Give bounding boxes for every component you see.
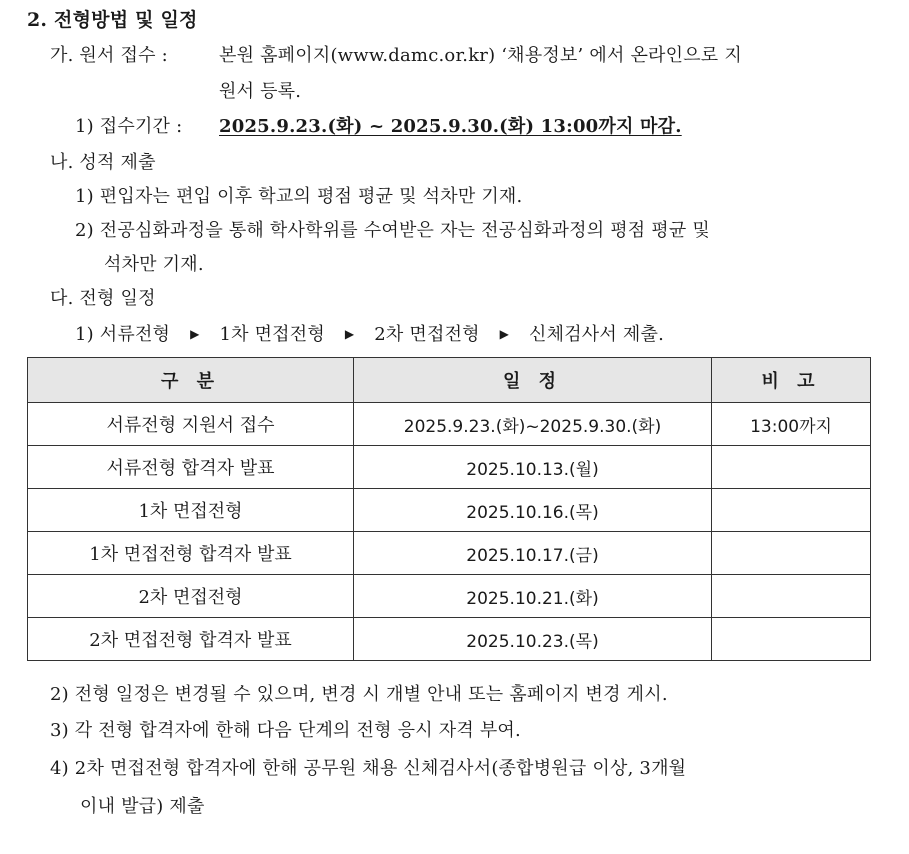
- row-date: 2025.10.13.(월): [354, 446, 712, 489]
- row-category: 서류전형 지원서 접수: [28, 403, 354, 446]
- table-row: [28, 575, 871, 618]
- row-category: 1차 면접전형 합격자 발표: [28, 532, 354, 575]
- flow-prefix: 1): [75, 324, 94, 345]
- row-category: 2차 면접전형 합격자 발표: [28, 618, 354, 661]
- period-value: 2025.9.23.(화) ~ 2025.9.30.(화) 13:00까지 마감.: [219, 116, 682, 137]
- row-note: [712, 618, 871, 661]
- note-4-line1: 4) 2차 면접전형 합격자에 한해 공무원 채용 신체검사서(종합병원급 이상, 3개월: [50, 758, 687, 779]
- da-label: 다. 전형 일정: [50, 288, 156, 309]
- na-item1: 1) 편입자는 편입 이후 학교의 평점 평균 및 석차만 기재.: [75, 186, 523, 207]
- note-4-line2: 이내 발급) 제출: [80, 796, 205, 817]
- row-category: 2차 면접전형: [28, 575, 354, 618]
- row-note: 13:00까지: [712, 403, 871, 446]
- row-category: 1차 면접전형: [28, 489, 354, 532]
- period-label: 1) 접수기간 :: [75, 116, 183, 137]
- ga-text-line2: 원서 등록.: [219, 81, 302, 102]
- table-header-row: [28, 358, 871, 403]
- header-category: 구 분: [28, 358, 354, 403]
- table-row: [28, 618, 871, 661]
- na-item2-line2: 석차만 기재.: [104, 254, 204, 275]
- triangle-right-icon: ▶: [190, 327, 200, 341]
- note-2: 2) 전형 일정은 변경될 수 있으며, 변경 시 개별 안내 또는 홈페이지 변경 게시.: [50, 684, 668, 705]
- flow-step-4: 신체검사서 제출.: [529, 324, 664, 345]
- ga-label: 가. 원서 접수 :: [50, 45, 168, 66]
- table-row: [28, 446, 871, 489]
- header-date: 일 정: [354, 358, 712, 403]
- table-row: [28, 489, 871, 532]
- triangle-right-icon: ▶: [344, 327, 355, 341]
- row-date: 2025.9.23.(화)~2025.9.30.(화): [354, 403, 712, 446]
- row-date: 2025.10.16.(목): [354, 489, 712, 532]
- row-date: 2025.10.23.(목): [354, 618, 712, 661]
- row-note: [712, 489, 871, 532]
- row-note: [712, 532, 871, 575]
- na-item2-line1: 2) 전공심화과정을 통해 학사학위를 수여받은 자는 전공심화과정의 평점 평균 및: [75, 220, 710, 241]
- flow-step-1: 서류전형: [99, 324, 171, 345]
- row-date: 2025.10.17.(금): [354, 532, 712, 575]
- header-note: 비 고: [712, 358, 871, 403]
- row-category: 서류전형 합격자 발표: [28, 446, 354, 489]
- flow-step-3: 2차 면접전형: [374, 324, 480, 345]
- note-3: 3) 각 전형 합격자에 한해 다음 단계의 전형 응시 자격 부여.: [50, 720, 521, 741]
- row-note: [712, 446, 871, 489]
- schedule-table: [27, 357, 871, 661]
- ga-text-line1: 본원 홈페이지(www.damc.or.kr) ‘채용정보’ 에서 온라인으로 지: [219, 45, 742, 66]
- flow-line: [75, 322, 664, 347]
- section-heading: 2. 전형방법 및 일정: [27, 9, 198, 31]
- table-row: [28, 532, 871, 575]
- row-date: 2025.10.21.(화): [354, 575, 712, 618]
- table-row: [28, 403, 871, 446]
- flow-step-2: 1차 면접전형: [219, 324, 325, 345]
- na-label: 나. 성적 제출: [50, 152, 156, 173]
- row-note: [712, 575, 871, 618]
- triangle-right-icon: ▶: [499, 327, 510, 341]
